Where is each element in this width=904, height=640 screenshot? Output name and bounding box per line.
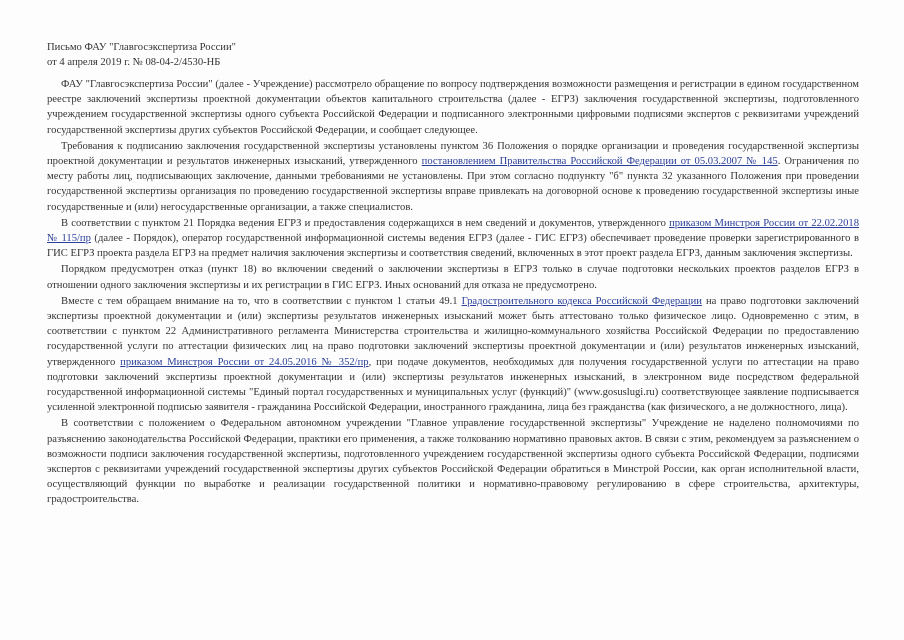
paragraph-5 bbox=[47, 294, 859, 416]
paragraph-text: Требования к подписанию заключения государственной экспертизы установлены пунктом 36 Положения о порядке организации и проведения государственной экспертизы проектной документации и результатов инженерных изысканий, утвержденного bbox=[47, 140, 859, 168]
paragraph-3 bbox=[47, 216, 859, 262]
paragraph-text: В соответствии с пунктом 21 Порядка ведения ЕГРЗ и предоставления содержащихся в нем сведений и документов, утвержденного bbox=[61, 217, 670, 229]
link-urban-planning-code[interactable]: Градостроительного кодекса Российской Федерации bbox=[461, 295, 702, 307]
paragraph-text: (далее - Порядок), оператор государственной информационной системы ведения ЕГРЗ (далее - ГИС ЕГРЗ) обеспечивает проведение проверки зарегистрированного в ГИС ЕГРЗ проекта раздела ЕГРЗ на предмет наличия заключения экспертизы и соответствия сведений, включенных в этот проект раздела ЕГРЗ, данным заключения экспертизы. bbox=[47, 233, 859, 260]
paragraph-6 bbox=[47, 416, 859, 507]
paragraph-text: В соответствии с положением о Федеральном автономном учреждении "Главное управление государственной экспертизы" Учреждение не наделено полномочиями по разъяснению законодательства Российской Федерации, практики его применения, а также толкованию нормативно правовых актов. В связи с этим, рекомендуем за разъяснением о возможности подписи заключения государственной экспертизы, подготовленного учреждением государственной экспертизы одного субъекта Российской Федерации, подписями экспертов с реквизитами учреждений государственной экспертизы других субъектов Российской Федерации обратиться в Минстрой России, как орган исполнительной власти, осуществляющий функции по выработке и реализации государственной политики и нормативно-правовому регулированию в сфере строительства, архитектуры, градостроительства. bbox=[47, 418, 859, 506]
paragraph-1 bbox=[47, 77, 859, 138]
letter-date-number: от 4 апреля 2019 г. № 08-04-2/4530-НБ bbox=[47, 57, 221, 68]
paragraph-2 bbox=[47, 139, 859, 215]
link-minstroy-order-115[interactable]: приказом Минстроя России от 22.02.2018 № 115/пр bbox=[47, 217, 860, 245]
paragraph-4 bbox=[47, 262, 859, 292]
link-government-decree-145[interactable]: постановлением Правительства Российской Федерации от 05.03.2007 № 145 bbox=[421, 156, 778, 168]
paragraph-text: на право подготовки заключений экспертизы проектной документации и (или) экспертизы результатов инженерных изысканий может быть аттестовано только физическое лицо. Одновременно с этим, в соответствии с пунктом 22 Административного регламента Министерства строительства и жилищно-коммунального хозяйства Российской Федерации по предоставлению государственной услуги по аттестации физических лиц на право подготовки заключений экспертизы проектной документации и (или) результатов инженерных изысканий, утвержденного bbox=[47, 295, 860, 368]
paragraph-text: , при подаче документов, необходимых для получения государственной услуги по аттестации на право подготовки заключений экспертизы проектной документации и (или) экспертизы результатов инженерных изысканий, в электронном виде посредством федеральной государственной информационной системы "Единый портал государственных и муниципальных услуг (функций)" (www.gosuslugi.ru) соответствующее заявление подписывается усиленной электронной подписью заявителя - гражданина Российской Федерации, иностранного гражданина, лица без гражданства (как физического, а не должностного, лица). bbox=[47, 356, 859, 414]
paragraph-text: Вместе с тем обращаем внимание на то, что в соответствии с пунктом 1 статьи 49.1 bbox=[61, 295, 462, 307]
letter-title: Письмо ФАУ "Главгосэкспертиза России" bbox=[47, 42, 236, 53]
paragraph-text: ФАУ "Главгосэкспертиза России" (далее - Учреждение) рассмотрело обращение по вопросу подтверждения возможности размещения и регистрации в едином государственном реестре заключений экспертизы проектной документации объектов капитального строительства (далее - ЕГРЗ) заключения государственной экспертизы, подготовленного учреждением государственной экспертизы одного субъекта Российской Федерации и подписанного электронными цифровыми подписями экспертов с реквизитами учреждений государственной экспертизы других субъектов Российской Федерации, и сообщает следующее. bbox=[47, 79, 859, 136]
letter-body bbox=[47, 40, 859, 508]
paragraph-text: . Ограничения по месту работы лиц, подписывающих заключение, данными требованиями не установлены. При этом согласно подпункту "б" пункта 32 указанного Положения при проведении государственной экспертизы организация по проведению государственной экспертизы вправе привлекать на договорной основе к проведению государственной экспертизы иные государственные и (или) негосударственные организации, а также специалистов. bbox=[47, 156, 859, 213]
paragraph-text: Порядком предусмотрен отказ (пункт 18) во включении сведений о заключении экспертизы в ЕГРЗ только в случае подготовки нескольких проектов разделов ЕГРЗ в отношении одного заключения экспертизы и их регистрации в ГИС ЕГРЗ. Иных оснований для отказа не предусмотрено. bbox=[47, 264, 859, 291]
letter-header bbox=[47, 40, 859, 70]
link-minstroy-order-352[interactable]: приказом Минстроя России от 24.05.2016 № 352/пр bbox=[120, 356, 369, 368]
